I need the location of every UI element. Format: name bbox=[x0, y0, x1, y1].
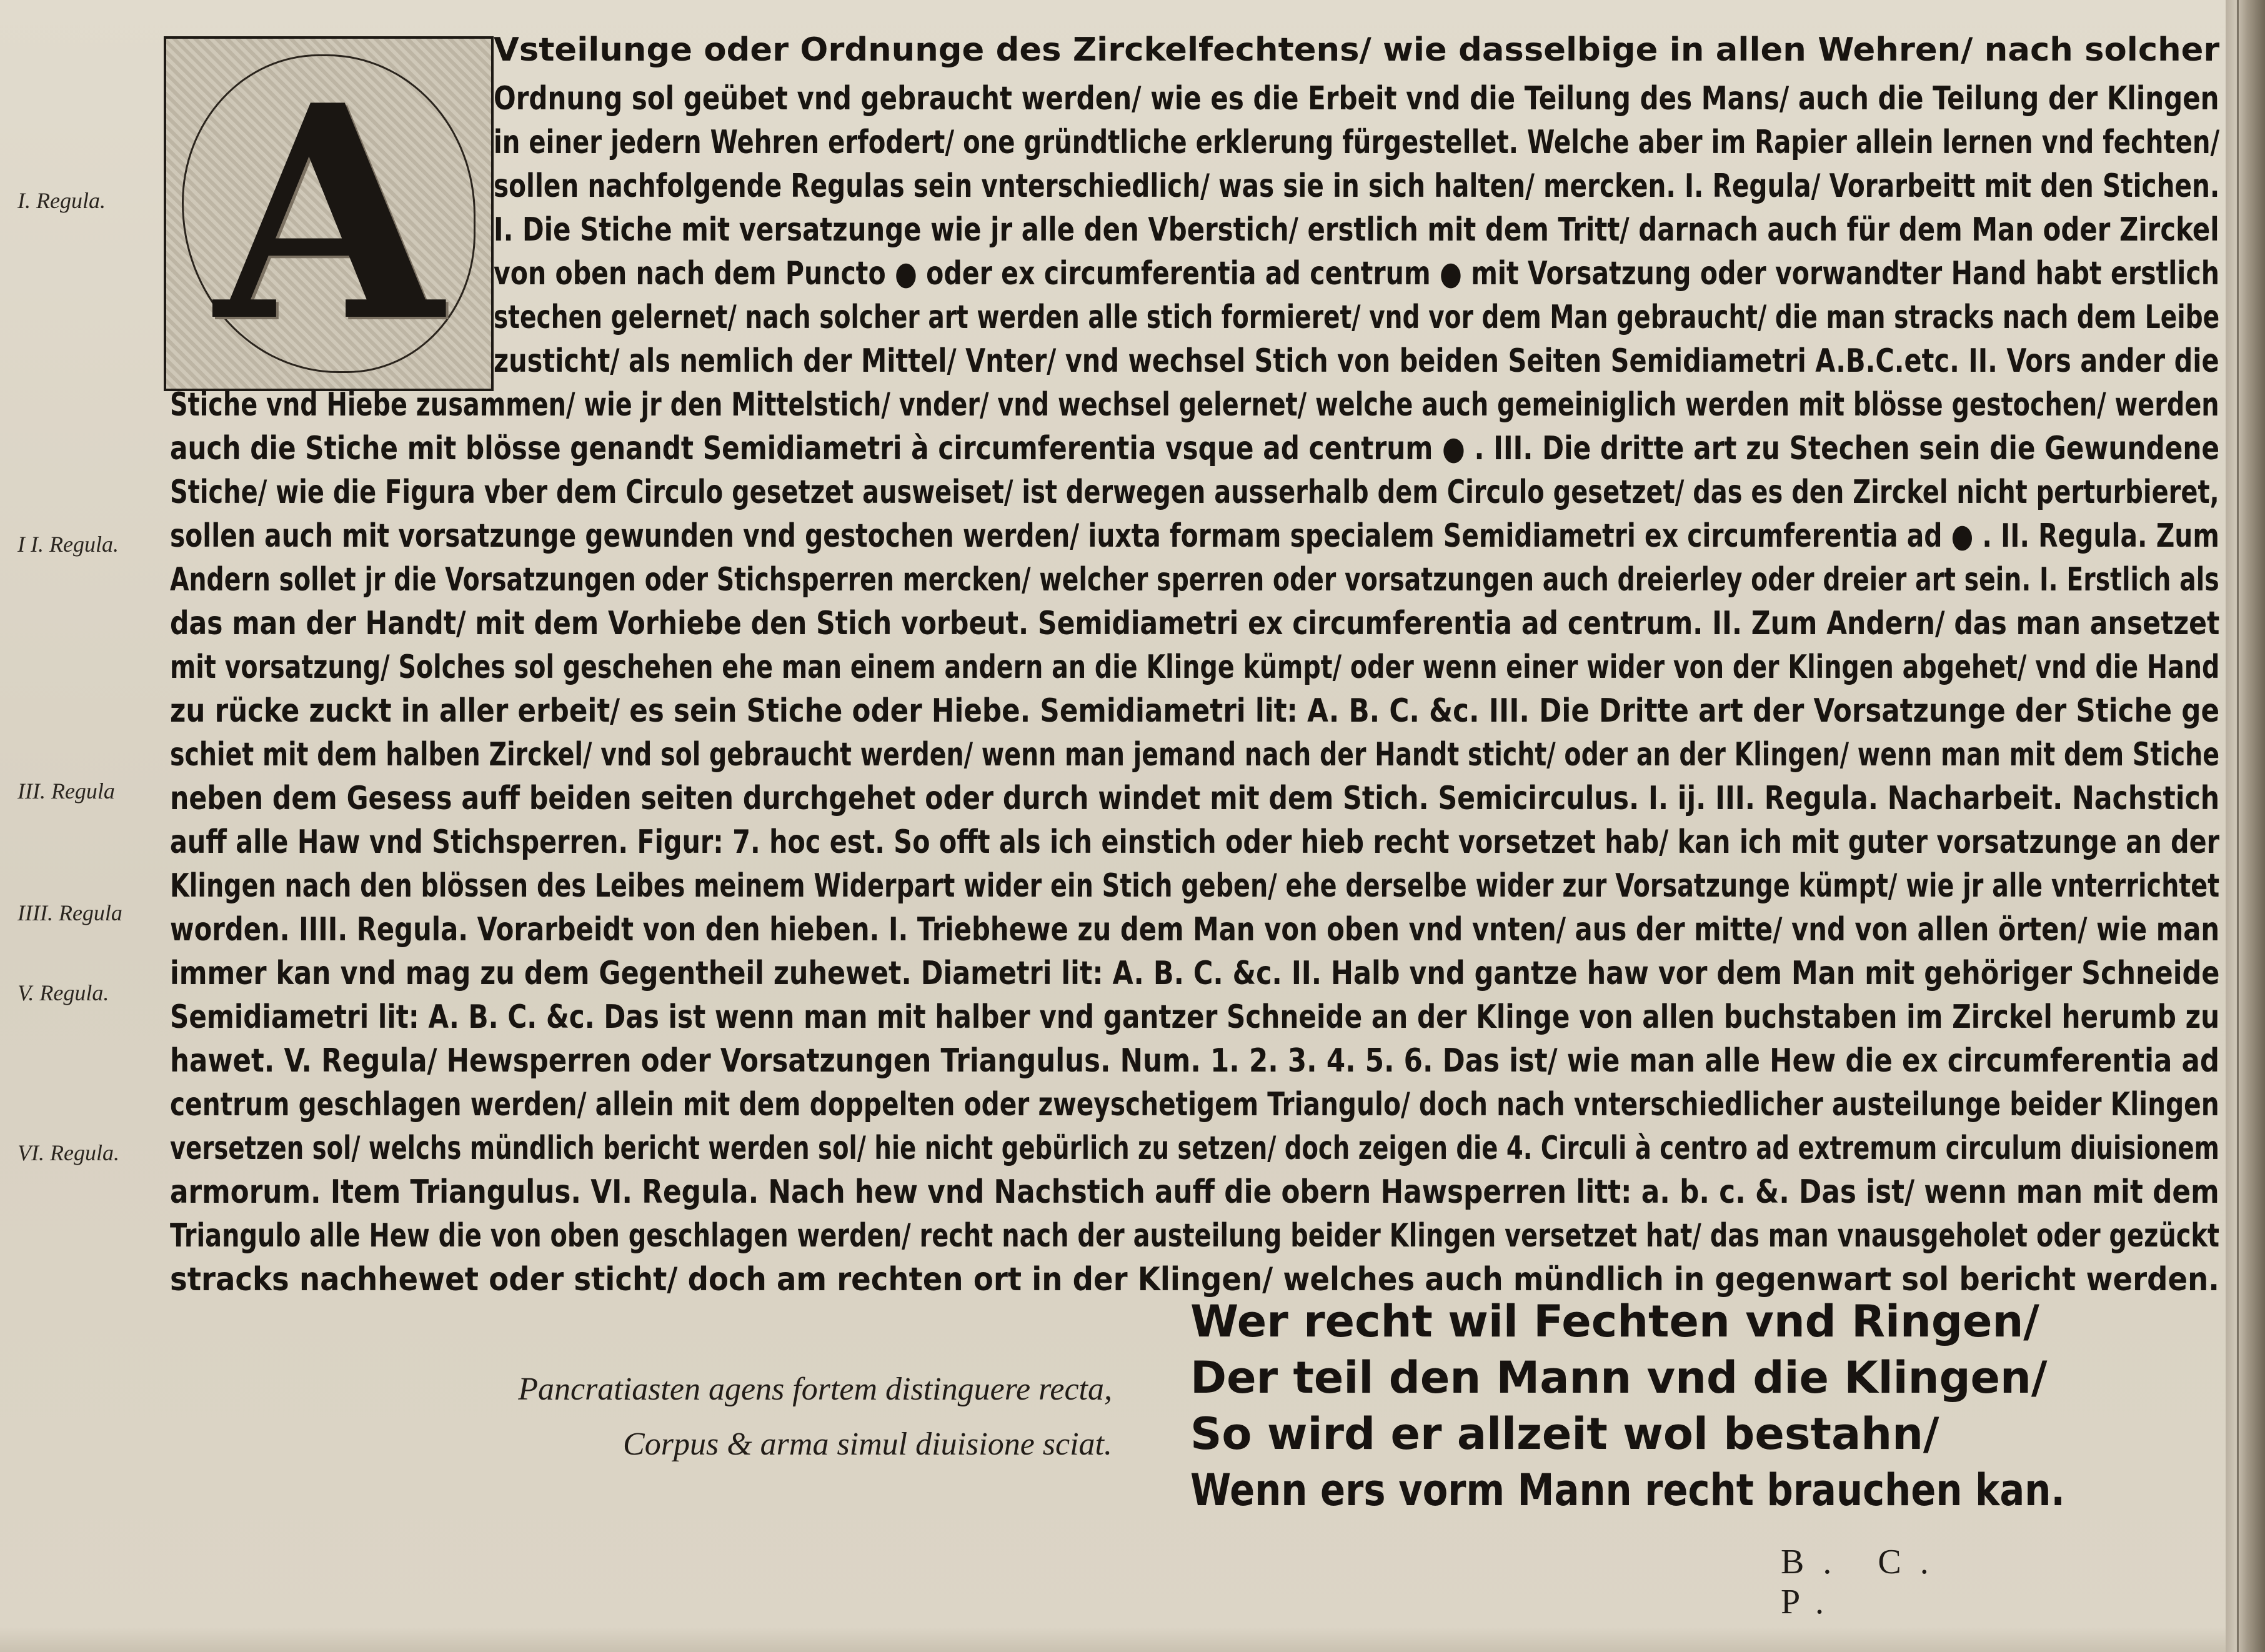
text-line: I. Die Stiche mit versatzunge wie jr alle den Vberstich/ erstlich mit dem Tritt/ darnach auch für dem Man oder Zirckel bbox=[494, 211, 2219, 249]
text-line: versetzen sol/ welchs mündlich bericht werden sol/ hie nicht gebürlich zu setzen/ doch zeigen die 4. Circuli à centro ad extremum circulum diuisionem bbox=[170, 1130, 2219, 1167]
margin-note-regula-2: I I. Regula. bbox=[17, 532, 119, 557]
page-crease bbox=[2237, 0, 2239, 1652]
latin-verse-line: Pancratiasten agens fortem distinguere recta, bbox=[518, 1371, 1112, 1407]
text-line: auch die Stiche mit blösse genandt Semidiametri à circumferentia vsque ad centrum ● . III. Die dritte art zu Stechen sein die Gewundene bbox=[170, 430, 2219, 467]
margin-note-regula-5: V. Regula. bbox=[17, 980, 109, 1005]
text-line: in einer jedern Wehren erfodert/ one gründtliche erklerung fürgestellet. Welche aber im Rapier allein lernen vnd fechten/ bbox=[494, 124, 2219, 161]
text-line: Stiche/ wie die Figura vber dem Circulo gesetzet ausweiset/ ist derwegen ausserhalb dem Circulo gesetzet/ das es den Zirckel nicht perturbieret, bbox=[170, 474, 2219, 511]
german-verse-line: So wird er allzeit wol bestahn/ bbox=[1190, 1408, 1939, 1460]
text-line: Vsteilunge oder Ordnunge des Zirckelfechtens/ wie dasselbige in allen Wehren/ nach solcher bbox=[494, 31, 2219, 69]
latin-verse-line: Corpus & arma simul diuisione sciat. bbox=[623, 1426, 1112, 1462]
text-line: centrum geschlagen werden/ allein mit dem doppelten oder zweyschetigem Triangulo/ doch nach vnterschiedlicher austeilunge beider Klingen bbox=[170, 1086, 2219, 1123]
text-line: Semidiametri lit: A. B. C. &c. Das ist wenn man mit halber vnd gantzer Schneide an der Klinge von allen buchstaben im Zirckel herumb zu bbox=[170, 998, 2219, 1036]
decorated-initial bbox=[164, 36, 494, 391]
text-line: stracks nachhewet oder sticht/ doch am rechten ort in der Klingen/ welches auch mündlich in gegenwart sol bericht werden. bbox=[170, 1261, 2219, 1298]
text-line: Ordnung sol geübet vnd gebraucht werden/ wie es die Erbeit vnd die Teilung des Mans/ auch die Teilung der Klingen bbox=[494, 80, 2219, 117]
page-edge bbox=[2226, 0, 2265, 1652]
text-line: auff alle Haw vnd Stichsperren. Figur: 7. hoc est. So offt als ich einstich oder hieb recht vorsetzet hab/ kan ich mit guter vorsatzunge an der bbox=[170, 824, 2219, 861]
german-verse-line: Der teil den Mann vnd die Klingen/ bbox=[1190, 1352, 2048, 1403]
signature-initials: B. C. P. bbox=[1781, 1543, 1948, 1621]
text-line: worden. IIII. Regula. Vorarbeidt von den hieben. I. Triebhewe zu dem Man von oben vnd vnten/ aus der mitte/ vnd von allen örten/ wie man bbox=[170, 911, 2219, 948]
text-line: zu rücke zuckt in aller erbeit/ es sein Stiche oder Hiebe. Semidiametri lit: A. B. C. &c. III. Die Dritte art der Vorsatzunge der Stiche ge bbox=[170, 692, 2219, 730]
text-line: sollen auch mit vorsatzunge gewunden vnd gestochen werden/ iuxta formam specialem Semidiametri ex circumferentia ad ● . II. Regula. Zum bbox=[170, 517, 2219, 555]
text-line: von oben nach dem Puncto ● oder ex circumferentia ad centrum ● mit Vorsatzung oder vorwandter Hand habt erstlich bbox=[494, 255, 2219, 292]
margin-note-regula-1: I. Regula. bbox=[17, 188, 106, 213]
text-line: mit vorsatzung/ Solches sol geschehen ehe man einem andern an die Klinge kümpt/ oder wenn einer wider von der Klingen abgehet/ vnd die Hand bbox=[170, 649, 2219, 686]
text-line: hawet. V. Regula/ Hewsperren oder Vorsatzungen Triangulus. Num. 1. 2. 3. 4. 5. 6. Das ist/ wie man alle Hew die ex circumferentia ad bbox=[170, 1042, 2219, 1080]
margin-note-regula-6: VI. Regula. bbox=[17, 1140, 119, 1165]
text-line: Klingen nach den blössen des Leibes meinem Widerpart wider ein Stich geben/ ehe derselbe wider zur Vorsatzunge kümpt/ wie jr alle vnterrichtet bbox=[170, 867, 2219, 905]
margin-note-regula-4: IIII. Regula bbox=[17, 900, 122, 925]
text-line: Triangulo alle Hew die von oben geschlagen werden/ recht nach der austeilung beider Klingen versetzet hat/ das man vnausgeholet oder gezückt bbox=[170, 1217, 2219, 1255]
text-line: das man der Handt/ mit dem Vorhiebe den Stich vorbeut. Semidiametri ex circumferentia ad centrum. II. Zum Andern/ das man ansetzet bbox=[170, 605, 2219, 642]
german-verse bbox=[1190, 1293, 2065, 1518]
text-line: Stiche vnd Hiebe zusammen/ wie jr den Mittelstich/ vnder/ vnd wechsel gelernet/ welche auch gemeiniglich werden mit blösse gestochen/ werden bbox=[170, 386, 2219, 424]
margin-note-regula-3: III. Regula bbox=[17, 779, 115, 804]
initial-letter: A bbox=[214, 41, 443, 386]
text-line: schiet mit dem halben Zirckel/ vnd sol gebraucht werden/ wenn man jemand nach der Handt sticht/ oder an der Klingen/ wenn man mit dem Stiche bbox=[170, 736, 2219, 774]
text-line: zusticht/ als nemlich der Mittel/ Vnter/ vnd wechsel Stich von beiden Seiten Semidiametri A.B.C.etc. II. Vors ander die bbox=[494, 342, 2219, 380]
text-line: stechen gelernet/ nach solcher art werden alle stich formieret/ vnd vor dem Man gebraucht/ die man stracks nach dem Leibe bbox=[494, 299, 2219, 336]
german-verse-line: Wenn ers vorm Mann recht brauchen kan. bbox=[1190, 1465, 2065, 1516]
latin-verse bbox=[325, 1362, 1112, 1472]
text-line: sollen nachfolgende Regulas sein vnterschiedlich/ was sie in sich halten/ mercken. I. Regula/ Vorarbeitt mit den Stichen. bbox=[494, 167, 2219, 205]
text-line: Andern sollet jr die Vorsatzungen oder Stichsperren mercken/ welcher sperren oder vorsatzungen auch dreierley oder dreier art sein. I. Erstlich als bbox=[170, 561, 2219, 599]
text-line: neben dem Gesess auff beiden seiten durchgehet oder durch windet mit dem Stich. Semicirculus. I. ij. III. Regula. Nacharbeit. Nachstich bbox=[170, 780, 2219, 817]
text-line: armorum. Item Triangulus. VI. Regula. Nach hew vnd Nachstich auff die obern Hawsperren litt: a. b. c. &. Das ist/ wenn man mit dem bbox=[170, 1173, 2219, 1211]
german-verse-line: Wer recht wil Fechten vnd Ringen/ bbox=[1190, 1296, 2039, 1347]
text-line: immer kan vnd mag zu dem Gegentheil zuhewet. Diametri lit: A. B. C. &c. II. Halb vnd gantze haw vor dem Man mit gehöriger Schneide bbox=[170, 955, 2219, 992]
